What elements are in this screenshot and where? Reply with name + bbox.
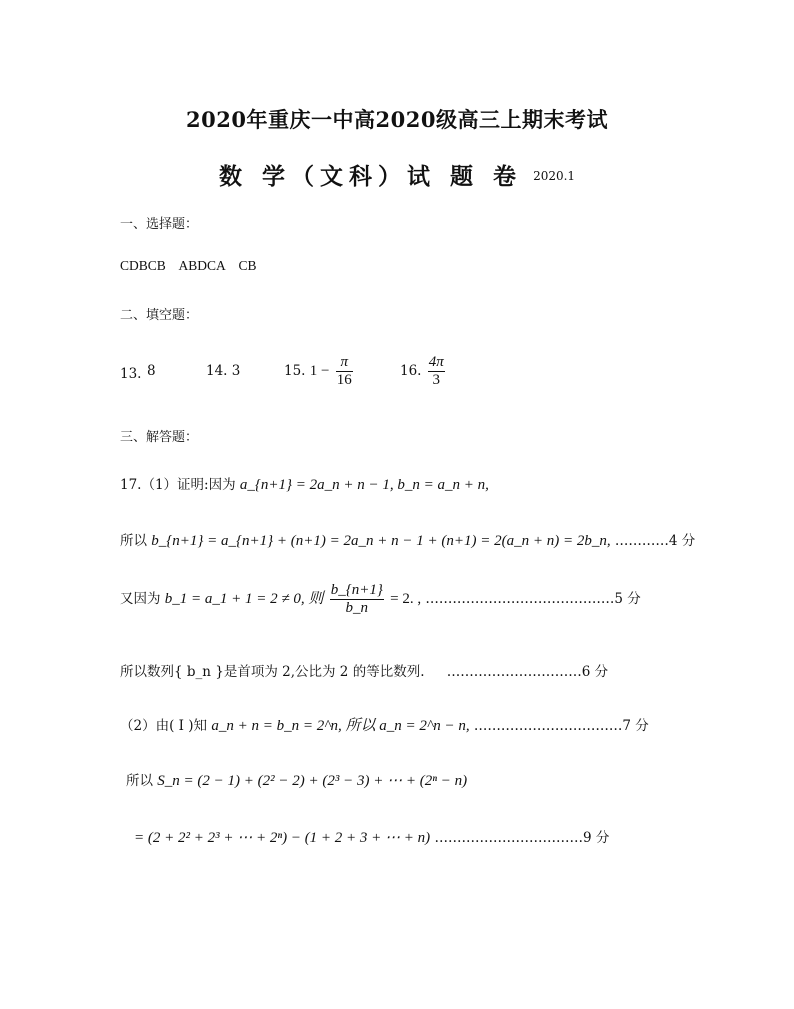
exam-subtitle: 数 学（文科）试 题 卷: [218, 163, 522, 190]
fill-q16-numerator: 4π: [428, 354, 444, 370]
fill-q13-label: 13.: [120, 366, 142, 382]
q17-line-2-math: b_{n+1} = a_{n+1} + (n+1) = 2a_n + n − 1 + (n+1) = 2(a_n + n) = 2b_n,: [151, 533, 611, 549]
q17-line-3-fraction: [330, 582, 384, 617]
q17-line-7: [134, 826, 609, 847]
q17-line-2: [120, 529, 695, 550]
q17-line-6: [126, 769, 467, 790]
fill-q16-denominator: 3: [432, 372, 441, 388]
choice-heading: 一、选择题：: [120, 217, 199, 232]
q17-line-5: [120, 714, 649, 735]
q17-line-3-tail: = 2. ,: [390, 591, 422, 607]
q17-line-3-denominator: b_n: [345, 600, 369, 616]
q17-line-2-score: …………4 分: [614, 533, 696, 549]
q17-line-3: [120, 582, 641, 617]
q17-line-7-score: ……………………………9 分: [434, 830, 610, 846]
q17-line-7-math: = (2 + 2² + 2³ + ⋯ + 2ⁿ) − (1 + 2 + 3 + ⋯ + n): [134, 830, 431, 846]
exam-title: 2020年重庆一中高2020级高三上期末考试: [186, 107, 608, 132]
q17-line-3-label: 又因为: [120, 591, 161, 607]
fill-q16: [400, 354, 447, 389]
q17-line-1-math: a_{n+1} = 2a_n + n − 1, b_n = a_n + n,: [239, 477, 489, 493]
q17-line-4-score: …………………………6 分: [446, 664, 609, 680]
fill-heading: 二、填空题：: [120, 308, 199, 323]
q17-line-5-label: （2）由( I )知: [120, 718, 208, 734]
fill-q15: [284, 354, 355, 389]
q17-line-3-math: b_1 = a_1 + 1 = 2 ≠ 0, 则: [164, 591, 324, 607]
q17-line-4-text: 所以数列{ b_n }是首项为 2,公比为 2 的等比数列.: [120, 664, 425, 680]
fill-q15-label: 15.: [284, 363, 306, 379]
q17-line-1-label: 17.（1）证明:因为: [120, 477, 236, 493]
exam-date: 2020.1: [533, 169, 576, 183]
fill-q15-fraction: [336, 354, 353, 389]
solve-heading: 三、解答题：: [120, 430, 199, 445]
q17-line-3-numerator: b_{n+1}: [330, 582, 383, 598]
q17-line-3-score: ……………………………………5 分: [425, 591, 641, 607]
q17-line-6-math: S_n = (2 − 1) + (2² − 2) + (2³ − 3) + ⋯ + (2ⁿ − n): [157, 773, 468, 789]
q17-line-6-label: 所以: [126, 773, 153, 789]
q17-line-4: [120, 660, 608, 680]
fill-q15-numerator: π: [336, 354, 353, 372]
q17-line-5-math: a_n + n = b_n = 2^n, 所以 a_n = 2^n − n,: [211, 718, 470, 734]
q17-line-2-label: 所以: [120, 533, 147, 549]
exam-subtitle-row: [0, 158, 794, 191]
q17-line-1: [120, 473, 489, 494]
fill-q16-label: 16.: [400, 363, 422, 379]
fill-q14: 14. 3: [206, 363, 241, 379]
choice-answers: CDBCB ABDCA CB: [120, 258, 257, 273]
fill-q15-denominator: 16: [336, 372, 352, 388]
q17-line-5-score: ……………………………7 分: [473, 718, 649, 734]
fill-q15-prefix: 1 −: [309, 363, 330, 379]
fill-q13-value: 8: [147, 363, 156, 379]
fill-q16-fraction: [428, 354, 445, 389]
